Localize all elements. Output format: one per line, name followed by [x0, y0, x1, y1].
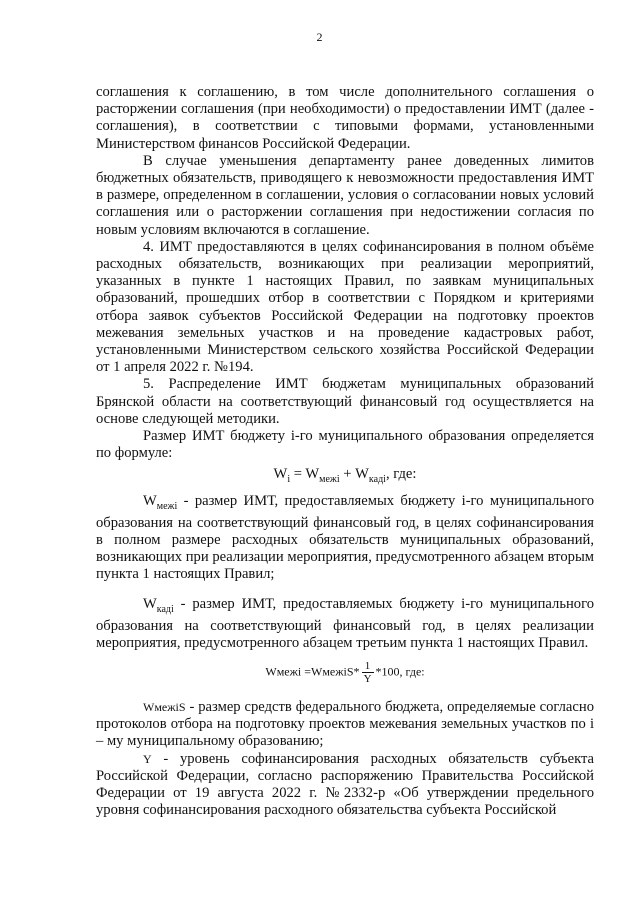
paragraph-2: В случае уменьшения департаменту ранее доведенных лимитов бюджетных обязательств, приводящего к невозможности предоставления ИМТ в размере, определенном в соглашении, условия о согласовании новых условий соглашения или о расторжении соглашения при недостижении согласия по новым условиям включаются в соглашение. — [96, 152, 594, 238]
paragraph-3: 4. ИМТ предоставляются в целях софинансирования в полном объёме расходных обязательств, возникающих при реализации мероприятий, указанных в пункте 1 настоящих Правил, по заявкам муниципальных образований, прошедших отбор в соответствии с Порядком и критериями отбора заявок субъектов Российской Федерации на подготовку проектов межевания земельных участков и на проведение кадастровых работ, установленными Министерством сельского хозяйства Российской Федерации от 1 апреля 2022 г. №194. — [96, 238, 594, 376]
fraction: $\frac{1}{Y}$ — [363, 660, 372, 686]
paragraph-5: Размер ИМТ бюджету i-го муниципального образования определяется по формуле: — [96, 428, 594, 462]
document-body — [96, 84, 594, 819]
page-number: 2 — [316, 30, 323, 44]
formula-total: $W_i = W_{межі} + W_{кадi}$, где: — [273, 466, 417, 486]
paragraph-1: соглашения к соглашению, в том числе дополнительного соглашения о расторжении соглашения (при необходимости) о предоставлении ИМТ (далее - соглашения), в соответствии с типовыми формами, установленными Министерством финансов Российской Федерации. — [96, 84, 594, 152]
paragraph-w-mezhis: WмежіS - размер средств федерального бюджета, определяемые согласно протоколов отбора на подготовку проектов межевания земельных участков по i – му муниципальному образованию; — [96, 699, 594, 750]
paragraph-y: Y - уровень софинансирования расходных обязательств субъекта Российской Федерации, согласно распоряжению Правительства Российской Федерации от 19 августа 2022 г. №2332-р «Об утверждении предельного уровня софинансирования расходного обязательства субъекта Российской — [96, 750, 594, 819]
paragraph-4: 5. Распределение ИМТ бюджетам муниципальных образований Брянской области на соответствующий финансовый год осуществляется на основе следующей методики. — [96, 376, 594, 427]
paragraph-w-kadi: $W_{кадi}$ - размер ИМТ, предоставляемых бюджету i-го муниципального образования на соответствующий финансовый год, в целях реализации мероприятия, предусмотренного абзацем третьим пункта 1 настоящих Правил. — [96, 595, 594, 651]
paragraph-w-mezhi: $W_{межі}$ - размер ИМТ, предоставляемых бюджету i-го муниципального образования на соответствующий финансовый год, в целях софинансирования в полном размере расходных обязательств муниципальных образований, возникающих при реализации мероприятия, предусмотренного абзацем вторым пункта 1 настоящих Правил; — [96, 492, 594, 583]
formula-mezhi: Wмежі =WмежіS* $\frac{1}{Y}$ *100, где: — [265, 660, 425, 686]
